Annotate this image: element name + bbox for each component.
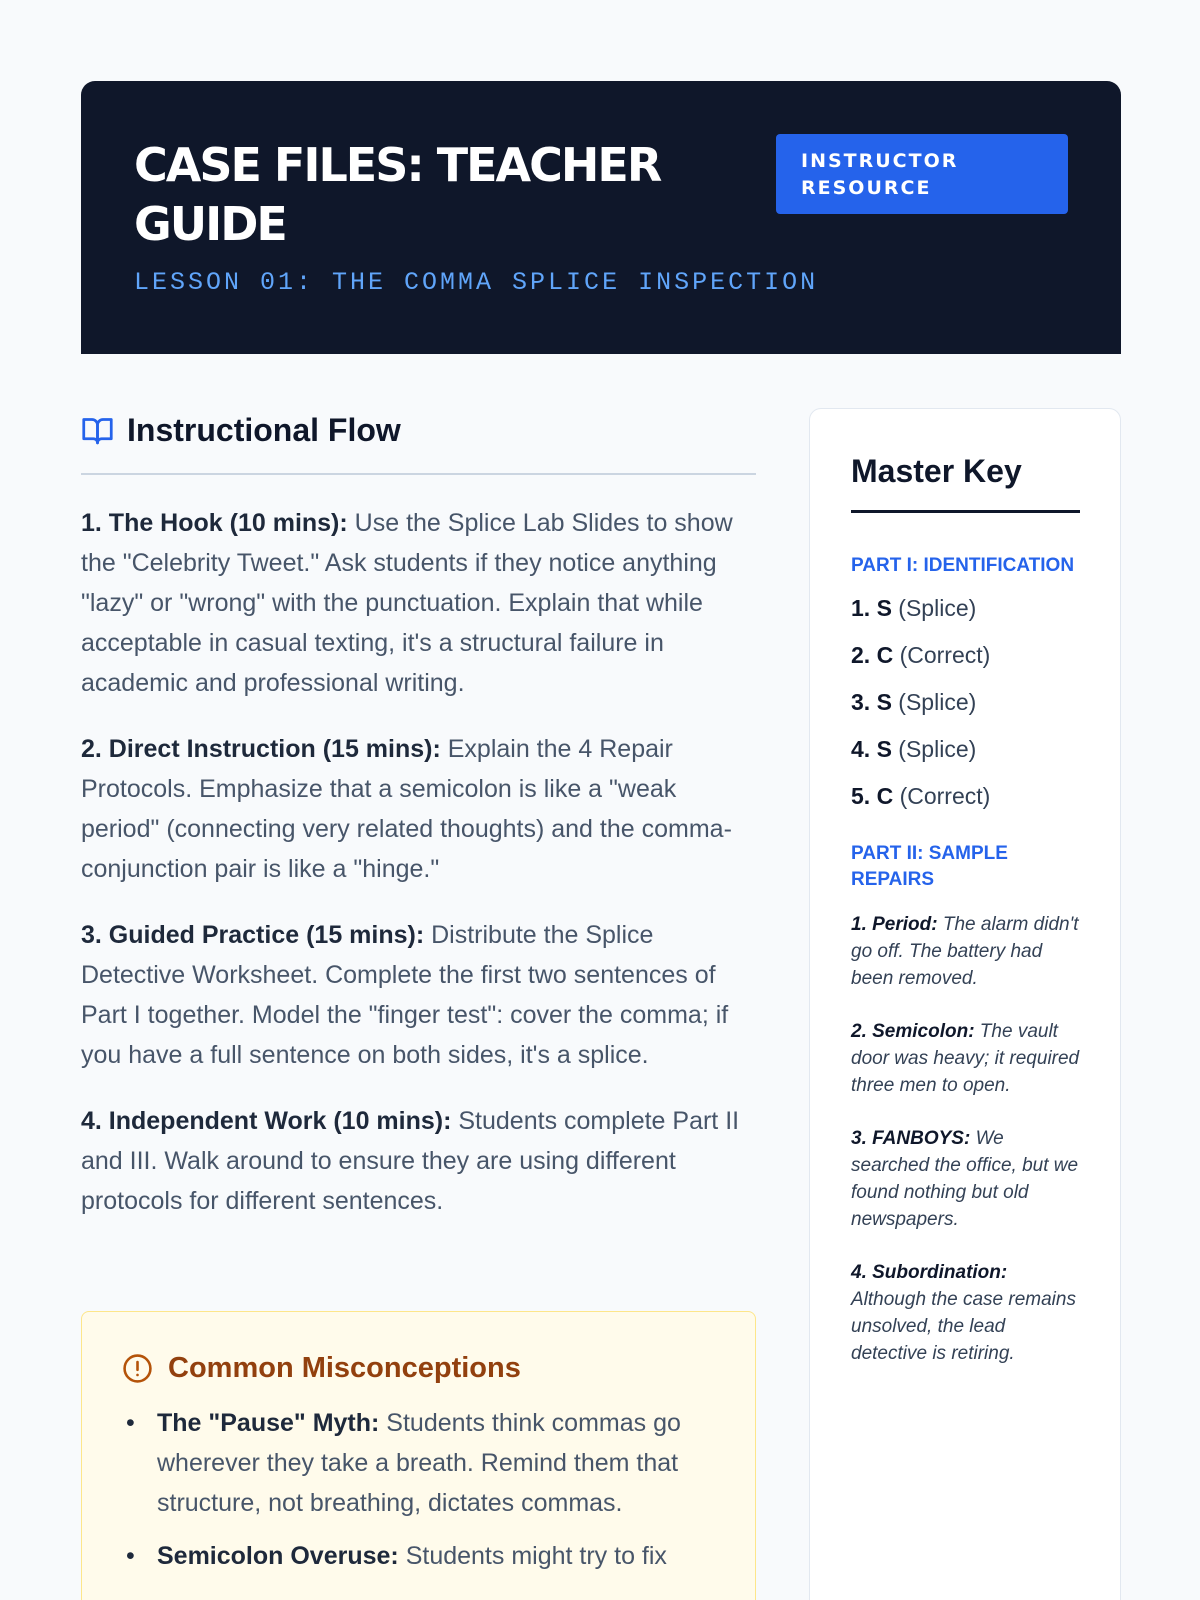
answer-text: (Splice) <box>891 595 977 621</box>
section-title: Instructional Flow <box>127 411 401 448</box>
step-label: 1. The Hook (10 mins): <box>81 509 348 537</box>
step-paragraph <box>81 503 756 703</box>
misconception-label: The "Pause" Myth: <box>157 1409 380 1437</box>
misconceptions-callout <box>81 1311 756 1600</box>
repair-text: Although the case remains unsolved, the lead detective is retiring. <box>851 1289 1076 1364</box>
answer-text: (Correct) <box>893 783 991 809</box>
repair-text: We searched the office, but we found nothing but old newspapers. <box>851 1128 1079 1230</box>
misconceptions-list <box>122 1403 715 1576</box>
instructor-resource-badge: INSTRUCTOR RESOURCE <box>776 134 1068 214</box>
repair-label: 2. Semicolon: <box>851 1021 975 1042</box>
answer-list <box>851 593 1080 811</box>
answer-number: 1. S <box>851 595 892 621</box>
list-item <box>122 1403 715 1523</box>
repair-label: 3. FANBOYS: <box>851 1128 971 1149</box>
answer-number: 3. S <box>851 689 892 715</box>
step-paragraph <box>81 915 756 1075</box>
answer-number: 4. S <box>851 736 892 762</box>
repair-item <box>851 1125 1080 1233</box>
step-label: 3. Guided Practice (15 mins): <box>81 921 425 949</box>
section-divider <box>81 473 756 475</box>
repair-text: The alarm didn't go off. The battery had been removed. <box>851 914 1079 989</box>
page-header <box>81 81 1121 354</box>
repair-label: 4. Subordination: <box>851 1262 1008 1283</box>
step-paragraph <box>81 1101 756 1221</box>
alert-circle-icon <box>122 1353 153 1384</box>
misconceptions-heading <box>122 1352 715 1385</box>
answer-number: 2. C <box>851 642 894 668</box>
answer-text: (Splice) <box>891 689 977 715</box>
master-key-divider <box>851 510 1080 513</box>
step-paragraph <box>81 729 756 889</box>
master-key-title: Master Key <box>851 453 1022 489</box>
step-text: Distribute the Splice Detective Worksheet. Complete the first two sentences of Part I together. Model the "finger test": cover the comma; if you have a full sentence on both sides, it's a splice. <box>81 921 729 1069</box>
part-2-title: PART II: SAMPLE REPAIRS <box>851 843 1008 890</box>
answer-text: (Splice) <box>891 736 977 762</box>
list-item <box>122 1536 715 1576</box>
repair-text: The vault door was heavy; it required three men to open. <box>851 1021 1080 1096</box>
part-1-title: PART I: IDENTIFICATION <box>851 555 1075 576</box>
master-key-card <box>809 408 1121 1600</box>
step-label: 4. Independent Work (10 mins): <box>81 1107 452 1135</box>
misconceptions-title: Common Misconceptions <box>168 1352 521 1384</box>
misconception-text: Students might try to fix <box>398 1542 667 1570</box>
lesson-subtitle: LESSON 01: THE COMMA SPLICE INSPECTION <box>134 268 819 297</box>
page-title: CASE FILES: TEACHER GUIDE <box>134 138 661 251</box>
repair-list <box>851 911 1080 1367</box>
step-text: Students complete Part II and III. Walk around to ensure they are using different protocols for different sentences. <box>81 1107 740 1215</box>
section-heading <box>81 405 756 455</box>
repair-item <box>851 1018 1080 1099</box>
answer-item <box>851 640 1080 670</box>
answer-number: 5. C <box>851 783 894 809</box>
step-text: Use the Splice Lab Slides to show the "Celebrity Tweet." Ask students if they notice anything "lazy" or "wrong" with the punctuation. Explain that while acceptable in casual texting, it's a structural failure in academic and professional writing. <box>81 509 733 697</box>
misconception-text: Students think commas go wherever they take a breath. Remind them that structure, not breathing, dictates commas. <box>157 1409 681 1517</box>
misconception-label: Semicolon Overuse: <box>157 1542 399 1570</box>
instructional-flow-section <box>81 405 756 1247</box>
answer-text: (Correct) <box>893 642 991 668</box>
answer-item <box>851 593 1080 623</box>
step-label: 2. Direct Instruction (15 mins): <box>81 735 441 763</box>
step-text: Explain the 4 Repair Protocols. Emphasize that a semicolon is like a "weak period" (connecting very related thoughts) and the comma-conjunction pair is like a "hinge." <box>81 735 732 883</box>
answer-item <box>851 734 1080 764</box>
book-open-icon <box>81 414 114 447</box>
repair-item <box>851 911 1080 992</box>
repair-item <box>851 1259 1080 1367</box>
repair-label: 1. Period: <box>851 914 938 935</box>
answer-item <box>851 687 1080 717</box>
answer-item <box>851 781 1080 811</box>
